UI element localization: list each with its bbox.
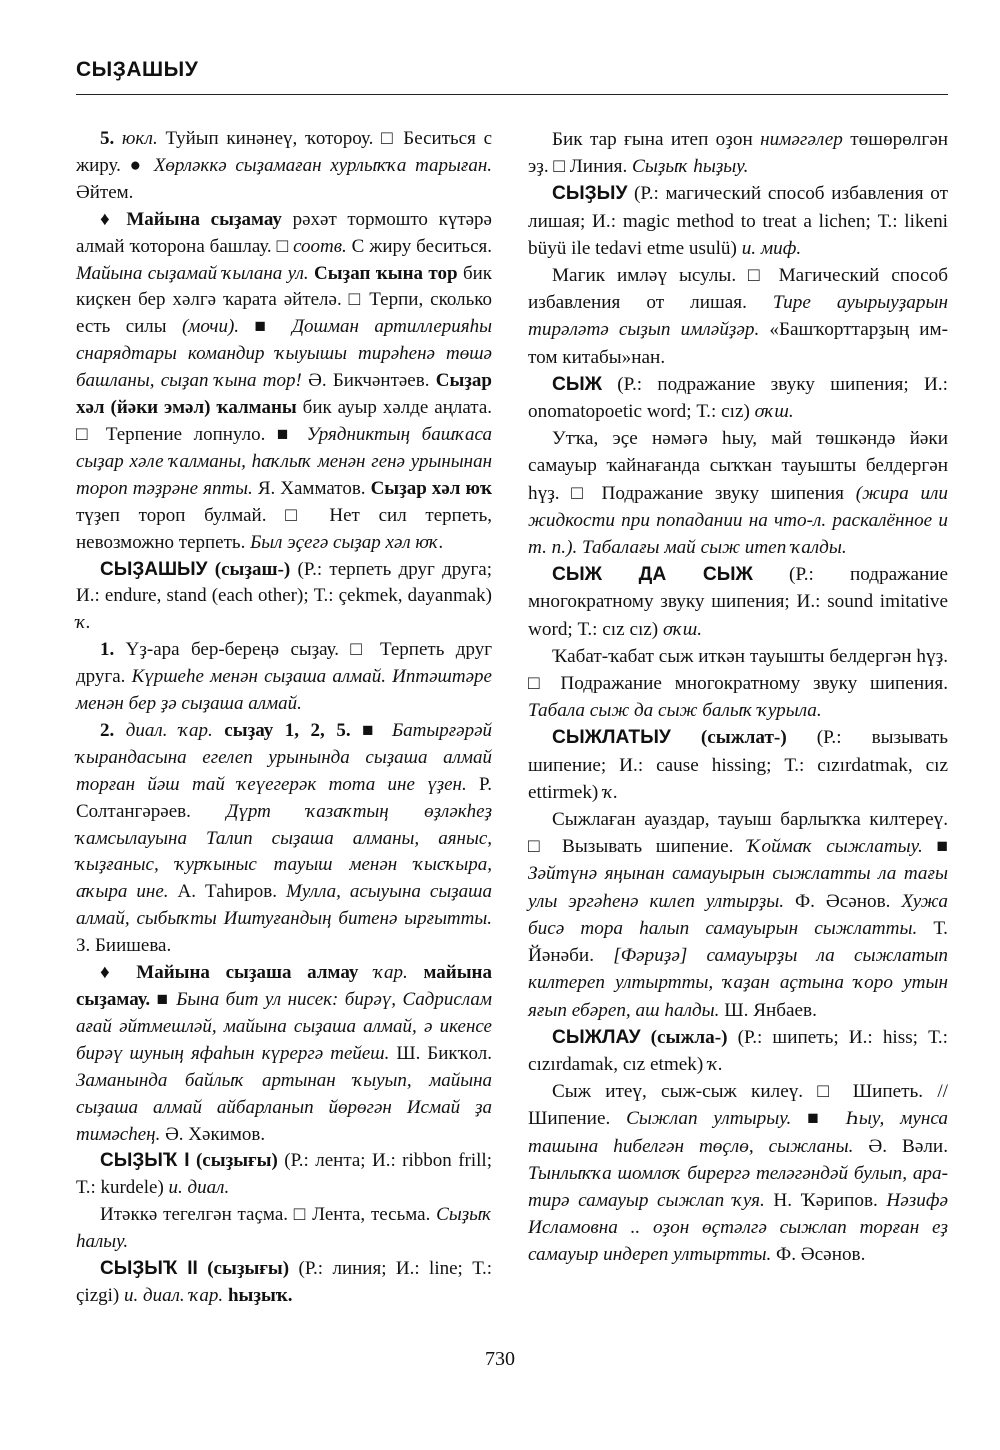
right-column (528, 126, 948, 1269)
entry-paragraph: СЫҘЫУ (Р.: магический способ избавления от лишая; И.: magic method to treat a lichen; Т.: likeni büyü ile tedavi etme usulü) и. миф. (528, 183, 948, 259)
running-head: СЫҘАШЫУ (76, 58, 199, 81)
entry-paragraph: СЫҘЫҠ II (сыҙығы) (Р.: линия; И.: line; Т.: çizgi) и. диал. ҡар. һыҙыҡ. (76, 1258, 492, 1306)
entry-paragraph: 2. диал. ҡар. сыҙау 1, 2, 5. ■ Батырғәрәй ҡырандасына егелеп урынында сыҙаша алмай торған йәш тай ҡеүегерәк тота ине үҙен. Р. Солтангәрәев. Дүрт ҡазаҡтың өҙләкһеҙ ҡамсылауына Талип сыҙаша алманы, аяныс, ҡыҙғаныс, ҡурҡыныс тауыш менән ҡысҡыра, аҡыра ине. А. Таһиров. Мулла, асыуына сыҙаша алмай, сыбыҡты Иштуғандың битенә ырғытты. З. Биишева. (76, 719, 493, 957)
entry-paragraph: ♦ Майына сыҙамау рәхәт тормошто күтәрә алмай ҡоторона башлау. □ соотв. С жиру беситься. Майына сыҙамай ҡылана ул. Сыҙап ҡына тор бик киҫкен бер хәлгә ҡарата әйтелә. □ Терпи, сколько есть силы (мочи). ■ Дошман артиллерияһы снарядтары командир ҡыуышы тирәһенә төшә башланы, сыҙап ҡына тор! Ә. Бикчәнтәев. Сыҙар хәл (йәки эмәл) ҡалманы бик ауыр хәлде аңлата. □ Терпение лопнуло. ■ Урядниктың башҡаса сыҙар хәле ҡалманы, һаҡлыҡ менән генә урынынан тороп тәҙрәне япты. Я. Хамматов. Сыҙар хәл юҡ түҙеп тороп булмай. □ Нет сил терпеть, невозможно терпеть. Был эҫегә сыҙар хәл юҡ. (76, 208, 493, 553)
entry-paragraph: ♦ Майына сыҙаша алмау ҡар. майына сыҙамау. ■ Бына бит ул нисек: бирәү, Садрислам ағай әйтмешләй, майына сыҙаша алмай, ә икенсе бирәү шуның яфаһын күрергә тейеш. Ш. Бикҡол. Заманында байлыҡ артынан ҡыуып, майына сыҙаша алмай айбарланып йөрөгән Исмай ҙа тимәсһең. Ә. Хәкимов. (76, 962, 492, 1145)
entry-paragraph: 5. юкл. Туйып кинәнеү, ҡотороу. □ Беситься с жиру. ● Хөрләккә сыҙамаған хурлыҡҡа тарыған. Әйтем. (76, 128, 493, 203)
left-column (76, 126, 492, 1310)
entry-paragraph: 1. Үҙ-ара бер-береңә сыҙау. □ Терпеть друг друга. Күршеһе менән сыҙаша алмай. Иптәштәре менән бер ҙә сыҙаша алмай. (76, 639, 492, 715)
entry-paragraph: СЫЖЛАУ (сыжла-) (Р.: шипеть; И.: hiss; Т.: cızırdamak, cız etmek) ҡ. (528, 1026, 948, 1075)
entry-paragraph: Сыж итеү, сыж-сыж килеү. □ Шипеть. // Шипение. Сыжлап ултырыу. ■ Һыу, мунса ташына һибелгән төҫлө, сыжланы. Ә. Вәли. Тынлыҡҡа шомлоҡ бирергә теләгәндәй булып, ара-тирә самауыр сыжлап ҡуя. Н. Ҡәрипов. Нәзифә Исламовна .. оҙон өҫтәлгә сыжлап торған еҙ самауыр индереп ултыртты. Ф. Әсәнов. (528, 1081, 949, 1266)
entry-paragraph: Утҡа, эҫе нәмәгә һыу, май төшкәндә йәки самауыр ҡайнағанда сыҡҡан тауышты белдергән һүҙ. □ Подражание звуку шипения (жира или жидкости при попадании на что-л. раскалённое и т. п.). Табалағы май сыж итеп ҡалды. (528, 428, 948, 559)
entry-paragraph: СЫҘЫҠ I (сыҙығы) (Р.: лента; И.: ribbon frill; Т.: kurdele) и. диал. (76, 1150, 492, 1199)
entry-paragraph: Магик имләү ысулы. □ Магический способ избавления от лишая. Тире ауырыуҙарын тирәләтә сыҙып имләйҙәр. «Башҡорттарҙың им-том китабы»нан. (528, 265, 948, 368)
page-number: 730 (485, 1348, 515, 1370)
entry-paragraph: СЫЖ ДА СЫЖ (Р.: подражание многократному звуку шипения; И.: sound imitative word; Т.: cız cız) оҡш. (528, 564, 949, 640)
entry-paragraph: СЫЖЛАТЫУ (сыжлат-) (Р.: вызывать шипение; И.: cause hissing; Т.: cızırdatmak, cız ettirmek) ҡ. (528, 727, 948, 803)
entry-paragraph: СЫҘАШЫУ (сыҙаш-) (Р.: терпеть друг друга; И.: endure, stand (each other); Т.: çekmek, dayanmak) ҡ. (76, 558, 493, 634)
page-header (76, 58, 948, 82)
header-rule (76, 94, 948, 95)
entry-paragraph: СЫЖ (Р.: подражание звуку шипения; И.: onomatopoetic word; Т.: cız) оҡш. (528, 373, 948, 423)
entry-paragraph: Ҡабат-ҡабат сыж иткән тауышты белдергән һүҙ. □ Подражание многократному звуку шипения. Табала сыж да сыж балыҡ ҡурыла. (528, 645, 948, 722)
entry-paragraph: Сыжлаған ауаздар, тауыш барлыҡҡа килтереү. □ Вызывать шипение. Ҡоймаҡ сыжлатыу. ■ Зәйтүнә яңынан самауырын сыжлатты ла тағы улы эргәһенә килеп ултырҙы. Ф. Әсәнов. Хужа бисә тора һалып самауырын сыжлатты. Т. Йәнәби. [Фәриҙә] самауырҙы ла сыжлатып килтереп ултыртты, ҡаҙан аҫтына ҡоро утын яғып ебәреп, аш һалды. Ш. Янбаев. (528, 809, 948, 1021)
entry-paragraph: Бик тар ғына итеп оҙон нимәгәлер төшөрөлгән эҙ. □ Линия. Сыҙыҡ һыҙыу. (528, 129, 949, 178)
entry-paragraph: Итәккә тегелгән таҫма. □ Лента, тесьма. Сыҙыҡ һалыу. (76, 1204, 492, 1253)
